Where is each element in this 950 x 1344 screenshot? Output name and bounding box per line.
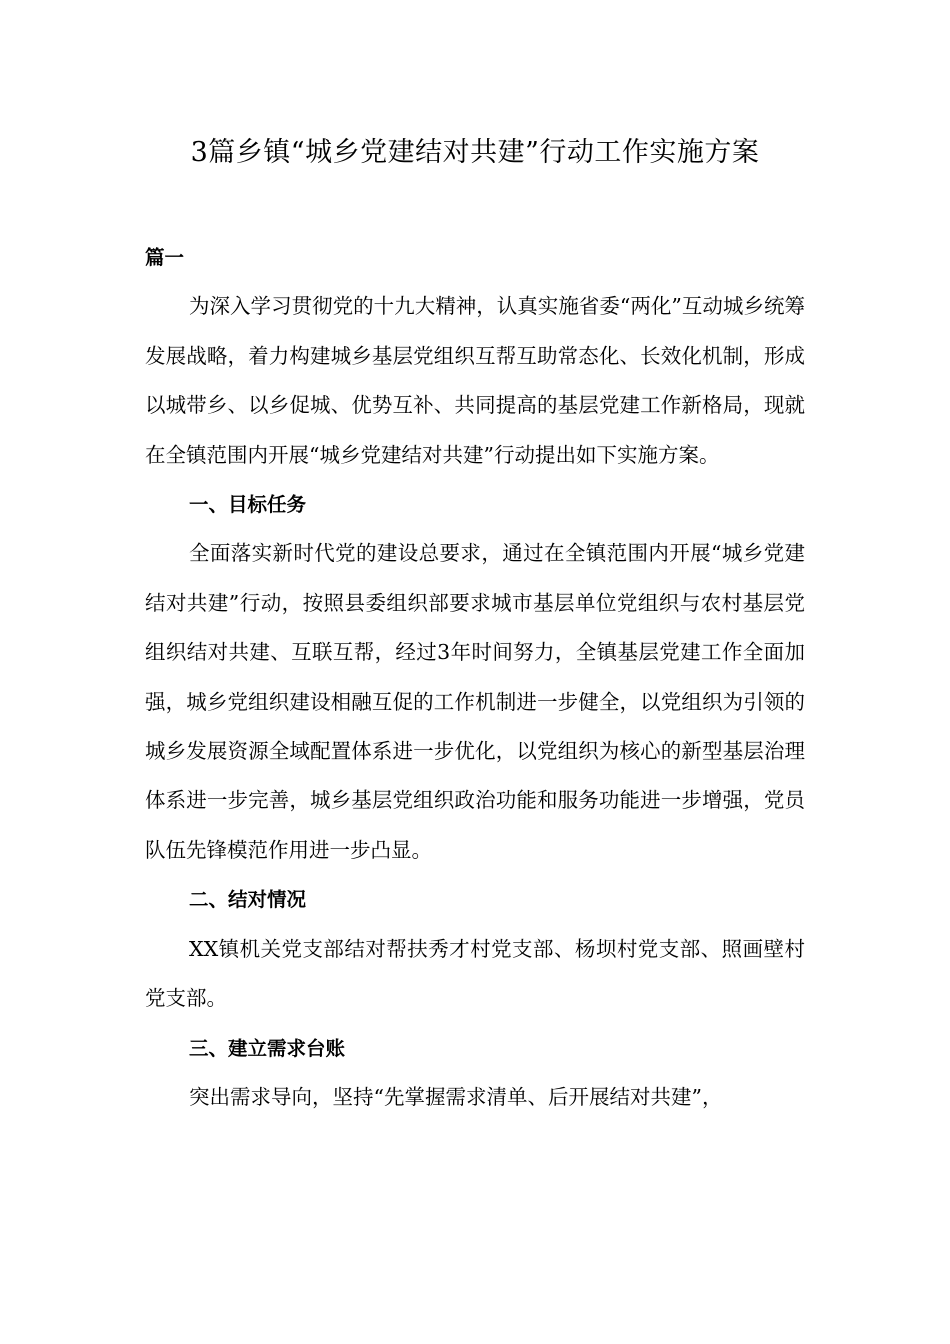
intro-paragraph: 为深入学习贯彻党的十九大精神，认真实施省委“两化”互动城乡统筹发展战略，着力构建城乡基层党组织互帮互助常态化、长效化机制，形成以城带乡、以乡促城、优势互补、共同提高的基层党建工作新格局，现就在全镇范围内开展“城乡党建结对共建”行动提出如下实施方案。	[145, 294, 805, 467]
section-paragraph-ledger: 突出需求导向，坚持“先掌握需求清单、后开展结对共建”，	[189, 1084, 723, 1109]
part-label: 篇一	[145, 246, 185, 269]
section-paragraph-pairing: XX镇机关党支部结对帮扶秀才村党支部、杨坝村党支部、照画壁村党支部。	[145, 936, 805, 1011]
document-body	[145, 233, 805, 1122]
section-heading-pairing: 二、结对情况	[189, 888, 307, 912]
section-heading-goals: 一、目标任务	[189, 493, 307, 517]
document-title: 3篇乡镇“城乡党建结对共建”行动工作实施方案	[190, 137, 760, 168]
section-heading-ledger: 三、建立需求台账	[189, 1036, 346, 1060]
section-paragraph-goals: 全面落实新时代党的建设总要求，通过在全镇范围内开展“城乡党建结对共建”行动，按照县委组织部要求城市基层单位党组织与农村基层党组织结对共建、互联互帮，经过3年时间努力，全镇基层党建工作全面加强，城乡党组织建设相融互促的工作机制进一步健全，以党组织为引领的城乡发展资源全域配置体系进一步优化，以党组织为核心的新型基层治理体系进一步完善，城乡基层党组织政治功能和服务功能进一步增强，党员队伍先锋模范作用进一步凸显。	[145, 541, 805, 862]
